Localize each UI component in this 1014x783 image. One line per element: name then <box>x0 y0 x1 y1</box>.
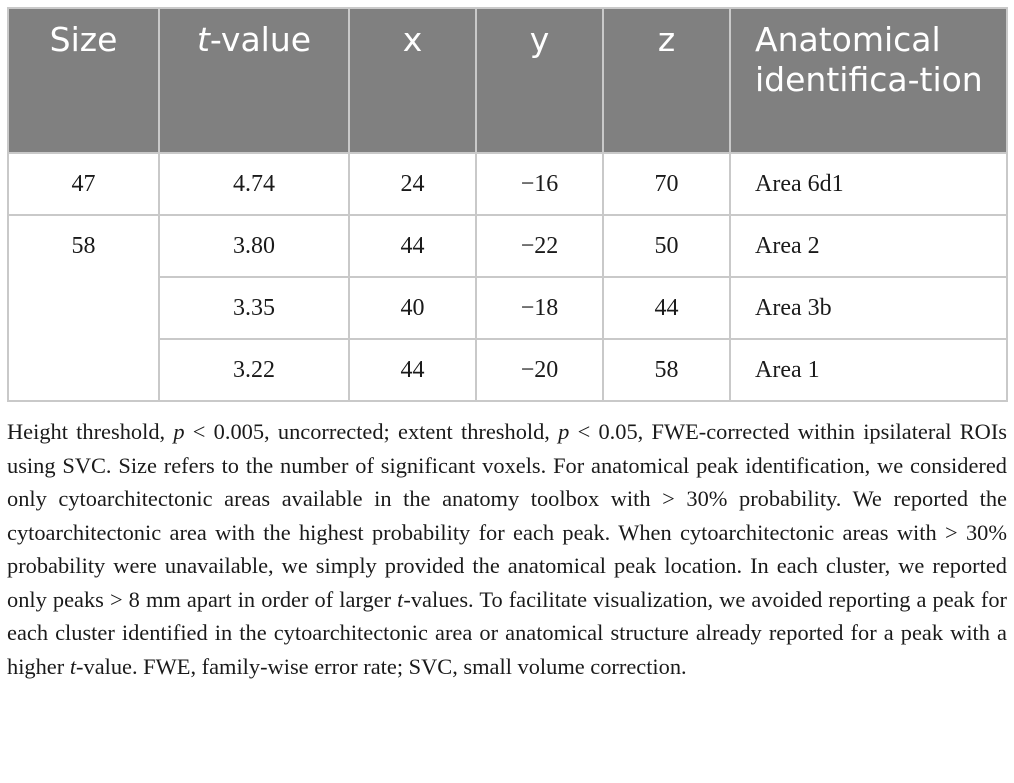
header-anatomical-identification: Anatomical identifica-tion <box>730 8 1007 153</box>
cell-y: −22 <box>476 215 603 277</box>
cell-t-value: 3.80 <box>159 215 349 277</box>
header-t-value: t-value <box>159 8 349 153</box>
cell-z: 58 <box>603 339 730 401</box>
cell-t-value: 4.74 <box>159 153 349 215</box>
cell-size: 58 <box>8 215 159 401</box>
cell-size: 47 <box>8 153 159 215</box>
cell-z: 50 <box>603 215 730 277</box>
header-y: y <box>476 8 603 153</box>
table-row <box>8 215 1007 277</box>
table-footnote: Height threshold, p < 0.005, uncorrected; extent threshold, p < 0.05, FWE-corrected within ipsilateral ROIs using SVC. Size refers to the number of significant voxels. For anatomical peak identification, we considered only cytoarchitectonic areas available in the anatomy toolbox with > 30% probability. We reported the cytoarchitectonic area with the highest probability for each peak. When cytoarchitectonic areas with > 30% probability were unavailable, we simply provided the anatomical peak location. In each cluster, we reported only peaks > 8 mm apart in order of larger t-values. To facilitate visualization, we avoided reporting a peak for each cluster identified in the cytoarchitectonic area or anatomical structure already reported for a peak with a higher t-value. FWE, family-wise error rate; SVC, small volume correction. <box>7 419 1008 679</box>
header-row <box>8 8 1007 153</box>
cell-y: −20 <box>476 339 603 401</box>
cell-z: 44 <box>603 277 730 339</box>
cell-t-value: 3.35 <box>159 277 349 339</box>
cell-area: Area 6d1 <box>730 153 1007 215</box>
table-row <box>8 153 1007 215</box>
cell-z: 70 <box>603 153 730 215</box>
header-size: Size <box>8 8 159 153</box>
cell-y: −18 <box>476 277 603 339</box>
cell-area: Area 3b <box>730 277 1007 339</box>
header-z: z <box>603 8 730 153</box>
results-table <box>7 7 1008 402</box>
cell-x: 40 <box>349 277 476 339</box>
cell-area: Area 1 <box>730 339 1007 401</box>
header-x: x <box>349 8 476 153</box>
cell-x: 44 <box>349 215 476 277</box>
cell-t-value: 3.22 <box>159 339 349 401</box>
cell-x: 44 <box>349 339 476 401</box>
cell-area: Area 2 <box>730 215 1007 277</box>
cell-x: 24 <box>349 153 476 215</box>
cell-y: −16 <box>476 153 603 215</box>
